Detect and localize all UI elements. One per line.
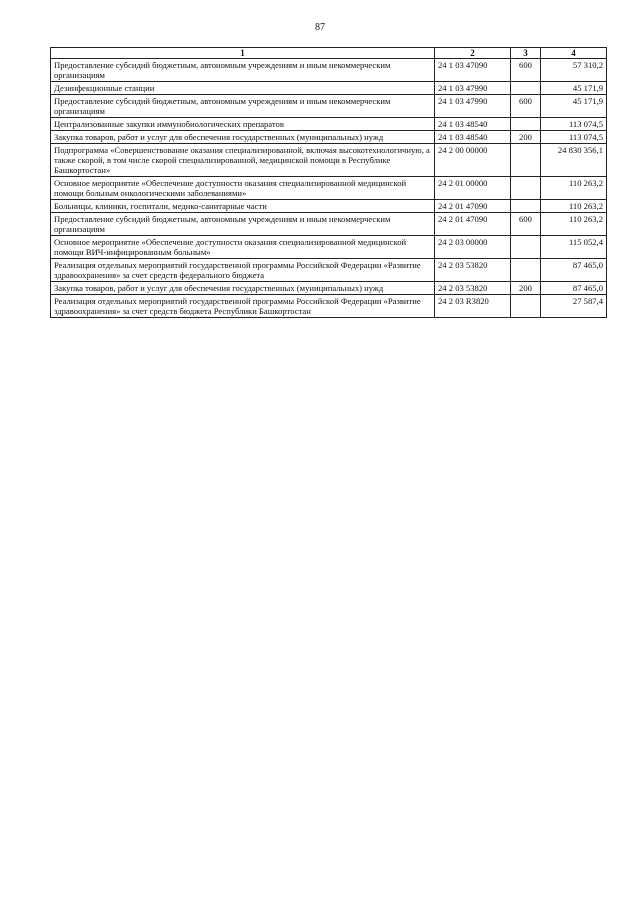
row-code-cell: 24 2 03 53820 (435, 282, 511, 295)
row-name-cell: Дезинфекционные станции (51, 82, 435, 95)
table-row (51, 295, 607, 318)
row-code-cell: 24 2 03 00000 (435, 236, 511, 259)
row-code-cell: 24 1 03 47990 (435, 95, 511, 118)
row-name-cell: Основное мероприятие «Обеспечение доступности оказания специализированной медицинской помощи больным онкологическими заболеваниями» (51, 177, 435, 200)
row-name-cell: Закупка товаров, работ и услуг для обеспечения государственных (муниципальных) нужд (51, 131, 435, 144)
budget-table (50, 47, 607, 318)
row-type-cell: 600 (511, 59, 541, 82)
row-type-cell (511, 118, 541, 131)
row-type-cell (511, 177, 541, 200)
row-sum-cell: 110 263,2 (541, 200, 607, 213)
row-code-cell: 24 2 01 00000 (435, 177, 511, 200)
table-row (51, 236, 607, 259)
row-code-cell: 24 1 03 48540 (435, 131, 511, 144)
row-name-cell: Подпрограмма «Совершенствование оказания специализированной, включая высокотехнологичную, а также скорой, в том числе скорой специализированной, медицинской помощи в Республике Башкортостан» (51, 144, 435, 177)
row-name-cell: Реализация отдельных мероприятий государственной программы Российской Федерации «Развитие здравоохранения» за счет средств федерального бюджета (51, 259, 435, 282)
row-code-cell: 24 2 01 47090 (435, 200, 511, 213)
row-code-cell: 24 1 03 47090 (435, 59, 511, 82)
table-row (51, 213, 607, 236)
column-header-type: 3 (511, 48, 541, 59)
row-sum-cell: 113 074,5 (541, 131, 607, 144)
row-name-cell: Реализация отдельных мероприятий государственной программы Российской Федерации «Развитие здравоохранения» за счет средств бюджета Республики Башкортостан (51, 295, 435, 318)
row-code-cell: 24 1 03 48540 (435, 118, 511, 131)
table-row (51, 131, 607, 144)
row-type-cell (511, 236, 541, 259)
row-type-cell: 600 (511, 95, 541, 118)
row-sum-cell: 87 465,0 (541, 282, 607, 295)
table-row (51, 282, 607, 295)
row-type-cell (511, 259, 541, 282)
table-row (51, 95, 607, 118)
row-code-cell: 24 2 00 00000 (435, 144, 511, 177)
row-name-cell: Основное мероприятие «Обеспечение доступности оказания специализированной медицинской помощи ВИЧ-инфицированным больным» (51, 236, 435, 259)
table-header-row (51, 48, 607, 59)
row-type-cell: 200 (511, 131, 541, 144)
row-type-cell (511, 82, 541, 95)
row-sum-cell: 115 052,4 (541, 236, 607, 259)
table-row (51, 259, 607, 282)
row-name-cell: Предоставление субсидий бюджетным, автономным учреждениям и иным некоммерческим организациям (51, 213, 435, 236)
row-type-cell (511, 295, 541, 318)
row-sum-cell: 45 171,9 (541, 95, 607, 118)
table-row (51, 200, 607, 213)
page-number: 87 (315, 22, 325, 33)
row-name-cell: Предоставление субсидий бюджетным, автономным учреждениям и иным некоммерческим организациям (51, 95, 435, 118)
row-sum-cell: 110 263,2 (541, 177, 607, 200)
row-code-cell: 24 2 03 R3820 (435, 295, 511, 318)
row-type-cell: 600 (511, 213, 541, 236)
table-body (51, 59, 607, 318)
row-type-cell (511, 200, 541, 213)
column-header-code: 2 (435, 48, 511, 59)
table-row (51, 177, 607, 200)
row-sum-cell: 57 310,2 (541, 59, 607, 82)
row-sum-cell: 110 263,2 (541, 213, 607, 236)
column-header-name: 1 (51, 48, 435, 59)
row-sum-cell: 113 074,5 (541, 118, 607, 131)
row-type-cell: 200 (511, 282, 541, 295)
row-sum-cell: 24 830 356,1 (541, 144, 607, 177)
row-name-cell: Больницы, клиники, госпитали, медико-санитарные части (51, 200, 435, 213)
row-name-cell: Централизованные закупки иммунобиологических препаратов (51, 118, 435, 131)
row-type-cell (511, 144, 541, 177)
table-row (51, 82, 607, 95)
row-sum-cell: 87 465,0 (541, 259, 607, 282)
column-header-sum: 4 (541, 48, 607, 59)
row-sum-cell: 45 171,9 (541, 82, 607, 95)
row-code-cell: 24 2 01 47090 (435, 213, 511, 236)
row-code-cell: 24 1 03 47990 (435, 82, 511, 95)
row-code-cell: 24 2 03 53820 (435, 259, 511, 282)
row-name-cell: Закупка товаров, работ и услуг для обеспечения государственных (муниципальных) нужд (51, 282, 435, 295)
table-row (51, 118, 607, 131)
row-sum-cell: 27 587,4 (541, 295, 607, 318)
table-row (51, 144, 607, 177)
table-row (51, 59, 607, 82)
row-name-cell: Предоставление субсидий бюджетным, автономным учреждениям и иным некоммерческим организациям (51, 59, 435, 82)
